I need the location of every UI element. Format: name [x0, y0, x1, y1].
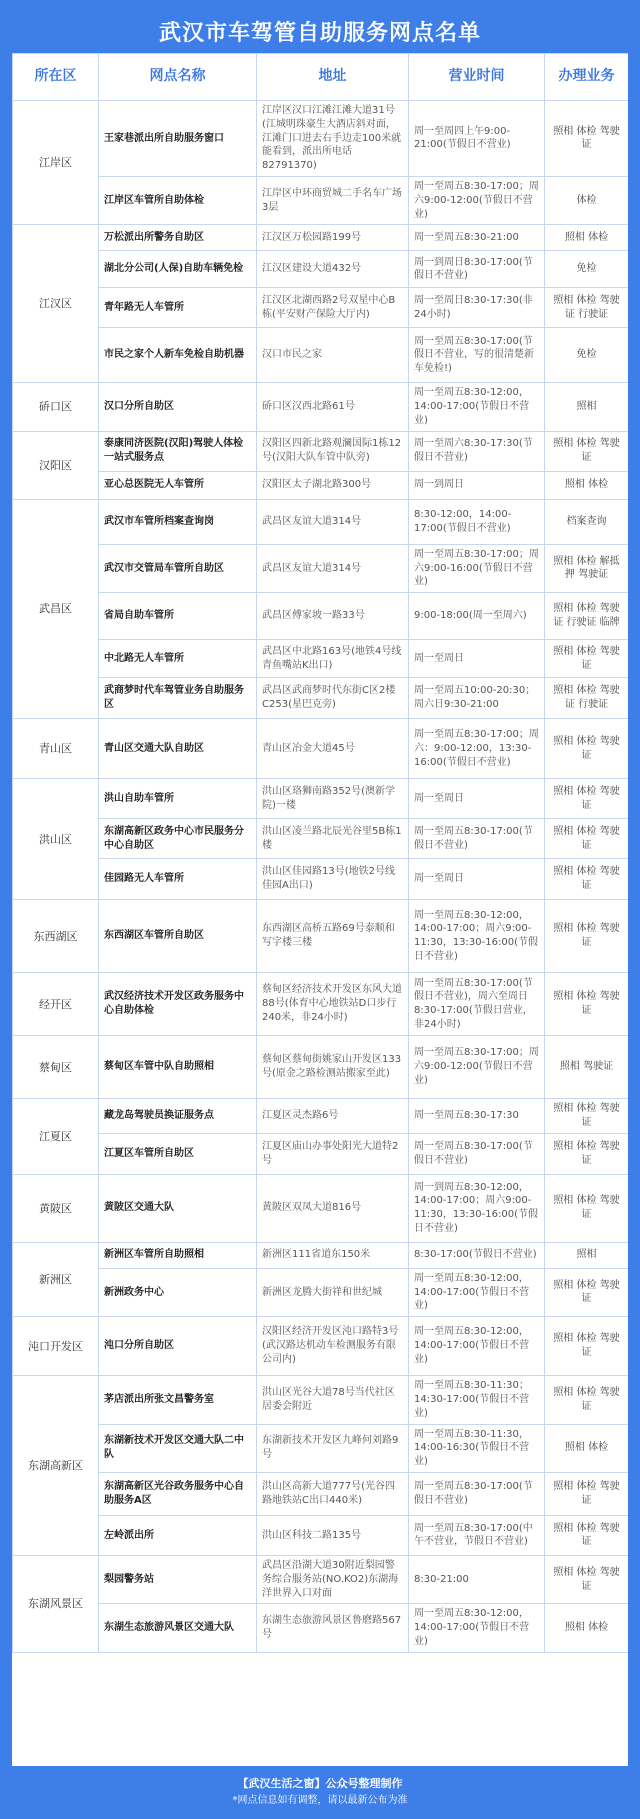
table-row — [13, 640, 629, 678]
hours-cell: 周一至周五8:30-17:00(节假日不营业) — [409, 1133, 545, 1174]
business-cell: 照相 体检 驾驶证 行驶证 临牌 — [545, 593, 629, 640]
table-row — [13, 1242, 629, 1268]
hours-cell: 周一到周日8:30-17:00(节假日不营业) — [409, 251, 545, 288]
point-name-cell: 东湖高新区光谷政务服务中心自助服务A区 — [99, 1472, 257, 1515]
address-cell: 硚口区汉西北路61号 — [257, 383, 409, 431]
business-cell: 档案查询 — [545, 499, 629, 544]
point-name-cell: 武汉市交管局车管所自助区 — [99, 544, 257, 592]
header-address: 地址 — [257, 54, 409, 101]
hours-cell: 周一至周五8:30-17:00(节假日不营业) — [409, 819, 545, 859]
table-row — [13, 678, 629, 719]
district-cell: 青山区 — [13, 719, 99, 779]
point-name-cell: 沌口分所自助区 — [99, 1317, 257, 1376]
point-name-cell: 万松派出所警务自助区 — [99, 225, 257, 251]
point-name-cell: 泰康同济医院(汉阳)驾驶人体检一站式服务点 — [99, 431, 257, 471]
hours-cell: 周一至周日 — [409, 779, 545, 819]
address-cell: 江岸区汉口江滩江滩大道31号(江城明珠豪生大酒店斜对面，江滩门口进去右手边走100米就能看到，派出所电话82791370) — [257, 101, 409, 177]
table-row — [13, 1099, 629, 1134]
business-cell: 照相 体检 驾驶证 — [545, 819, 629, 859]
hours-cell: 8:30-21:00 — [409, 1555, 545, 1603]
table-row — [13, 176, 629, 224]
point-name-cell: 武汉经济技术开发区政务服务中心自助体检 — [99, 973, 257, 1036]
business-cell: 照相 体检 — [545, 225, 629, 251]
hours-cell: 周一至周五8:30-17:30 — [409, 1099, 545, 1134]
point-name-cell: 亚心总医院无人车管所 — [99, 471, 257, 499]
business-cell: 照相 体检 驾驶证 — [545, 1174, 629, 1242]
address-cell: 蔡甸区经济技术开发区东风大道88号(体育中心地铁站D口步行240米，非24小时) — [257, 973, 409, 1036]
business-cell: 照相 体检 — [545, 471, 629, 499]
hours-cell: 周一至周五8:30-17:00；周六9:00-16:00(节假日不营业) — [409, 544, 545, 592]
hours-cell: 周一至周五8:30-21:00 — [409, 225, 545, 251]
business-cell: 照相 体检 驾驶证 — [545, 1472, 629, 1515]
table-row — [13, 1268, 629, 1316]
address-cell: 江夏区灵杰路6号 — [257, 1099, 409, 1134]
district-cell: 江汉区 — [13, 225, 99, 383]
point-name-cell: 王家巷派出所自助服务窗口 — [99, 101, 257, 177]
address-cell: 洪山区珞狮南路352号(澳新学院)一楼 — [257, 779, 409, 819]
point-name-cell: 新洲政务中心 — [99, 1268, 257, 1316]
point-name-cell: 东湖新技术开发区交通大队二中队 — [99, 1424, 257, 1472]
business-cell: 照相 体检 — [545, 1424, 629, 1472]
hours-cell: 周一至周五8:30-17:00(中午不营业，节假日不营业) — [409, 1515, 545, 1555]
business-cell: 照相 体检 驾驶证 — [545, 1133, 629, 1174]
hours-cell: 周一至周五10:00-20:30；周六日9:30-21:00 — [409, 678, 545, 719]
hours-cell: 周一至周五8:30-17:00；周六9:00-12:00(节假日不营业) — [409, 1036, 545, 1099]
point-name-cell: 青山区交通大队自助区 — [99, 719, 257, 779]
hours-cell: 周一至周五8:30-12:00，14:00-17:00(节假日不营业) — [409, 1604, 545, 1652]
address-cell: 洪山区光谷大道78号当代社区居委会附近 — [257, 1376, 409, 1424]
point-name-cell: 新洲区车管所自助照相 — [99, 1242, 257, 1268]
table-row — [13, 1133, 629, 1174]
table-row — [13, 1604, 629, 1652]
header-business: 办理业务 — [545, 54, 629, 101]
table-row — [13, 251, 629, 288]
address-cell: 洪山区佳园路13号(地铁2号线佳园A出口) — [257, 859, 409, 900]
point-name-cell: 江夏区车管所自助区 — [99, 1133, 257, 1174]
point-name-cell: 黄陂区交通大队 — [99, 1174, 257, 1242]
table-row — [13, 859, 629, 900]
point-name-cell: 中北路无人车管所 — [99, 640, 257, 678]
hours-cell: 周一至周五8:30-12:00，14:00-17:00(节假日不营业) — [409, 383, 545, 431]
address-cell: 武昌区友谊大道314号 — [257, 499, 409, 544]
point-name-cell: 左岭派出所 — [99, 1515, 257, 1555]
address-cell: 江汉区万松园路199号 — [257, 225, 409, 251]
district-cell: 经开区 — [13, 973, 99, 1036]
table-row — [13, 431, 629, 471]
address-cell: 武昌区沿湖大道30附近梨园警务综合服务站(NO.KO2)东湖海洋世界入口对面 — [257, 1555, 409, 1603]
table-row — [13, 593, 629, 640]
point-name-cell: 湖北分公司(人保)自助车辆免检 — [99, 251, 257, 288]
hours-cell: 周一至周日 — [409, 640, 545, 678]
district-cell: 新洲区 — [13, 1242, 99, 1316]
business-cell: 免检 — [545, 328, 629, 383]
point-name-cell: 江岸区车管所自助体检 — [99, 176, 257, 224]
point-name-cell: 梨园警务站 — [99, 1555, 257, 1603]
hours-cell: 周一至周五8:30-17:00(节假日不营业，写的很清楚新车免检!) — [409, 328, 545, 383]
district-cell: 汉阳区 — [13, 431, 99, 499]
hours-cell: 9:00-18:00(周一至周六) — [409, 593, 545, 640]
header-district: 所在区 — [13, 54, 99, 101]
address-cell: 汉阳区经济开发区沌口路特3号(武汉路达机动车检测服务有限公司内) — [257, 1317, 409, 1376]
table-row — [13, 1036, 629, 1099]
business-cell: 照相 体检 驾驶证 — [545, 1555, 629, 1603]
point-name-cell: 省局自助车管所 — [99, 593, 257, 640]
business-cell: 照相 体检 驾驶证 — [545, 1515, 629, 1555]
business-cell: 照相 体检 驾驶证 — [545, 859, 629, 900]
table-row — [13, 288, 629, 328]
table-row — [13, 1317, 629, 1376]
business-cell: 照相 — [545, 383, 629, 431]
table-row — [13, 499, 629, 544]
footer — [0, 1766, 640, 1819]
address-cell: 洪山区高新大道777号(光谷四路地铁站C出口440米) — [257, 1472, 409, 1515]
table-row — [13, 544, 629, 592]
address-cell: 汉阳区四新北路观澜国际1栋12号(汉阳大队车管中队旁) — [257, 431, 409, 471]
hours-cell: 周一至周五8:30-12:00，14:00-17:00(节假日不营业) — [409, 1317, 545, 1376]
table-row — [13, 328, 629, 383]
hours-cell: 周一至周日 — [409, 859, 545, 900]
point-name-cell: 藏龙岛驾驶员换证服务点 — [99, 1099, 257, 1134]
business-cell: 照相 体检 驾驶证 — [545, 431, 629, 471]
hours-cell: 周一至周五8:30-17:00(节假日不营业) — [409, 1472, 545, 1515]
hours-cell: 周一到周日 — [409, 471, 545, 499]
business-cell: 照相 体检 — [545, 1604, 629, 1652]
business-cell: 照相 体检 驾驶证 — [545, 900, 629, 973]
business-cell: 体检 — [545, 176, 629, 224]
address-cell: 东西湖区高桥五路69号泰顺和写字楼三楼 — [257, 900, 409, 973]
header-name: 网点名称 — [99, 54, 257, 101]
address-cell: 东湖新技术开发区九峰何刘路9号 — [257, 1424, 409, 1472]
table-row — [13, 1174, 629, 1242]
address-cell: 新洲区111省道东150米 — [257, 1242, 409, 1268]
business-cell: 照相 体检 驾驶证 — [545, 973, 629, 1036]
business-cell: 照相 体检 驾驶证 行驶证 — [545, 678, 629, 719]
business-cell: 照相 体检 驾驶证 — [545, 1099, 629, 1134]
table-row — [13, 1424, 629, 1472]
point-name-cell: 洪山自助车管所 — [99, 779, 257, 819]
business-cell: 照相 体检 驾驶证 — [545, 779, 629, 819]
point-name-cell: 佳园路无人车管所 — [99, 859, 257, 900]
hours-cell: 周一至周五8:30-12:00，14:00-17:00(节假日不营业) — [409, 1268, 545, 1316]
table-row — [13, 819, 629, 859]
business-cell: 照相 — [545, 1242, 629, 1268]
table-row — [13, 225, 629, 251]
table-row — [13, 973, 629, 1036]
point-name-cell: 青年路无人车管所 — [99, 288, 257, 328]
point-name-cell: 东西湖区车管所自助区 — [99, 900, 257, 973]
business-cell: 免检 — [545, 251, 629, 288]
district-cell: 洪山区 — [13, 779, 99, 900]
point-name-cell: 蔡甸区车管中队自助照相 — [99, 1036, 257, 1099]
address-cell: 洪山区科技二路135号 — [257, 1515, 409, 1555]
point-name-cell: 武汉市车管所档案查询岗 — [99, 499, 257, 544]
hours-cell: 周一至周五8:30-17:00；周六：9:00-12:00，13:30-16:00(节假日不营业) — [409, 719, 545, 779]
table-row — [13, 1472, 629, 1515]
district-cell: 武昌区 — [13, 499, 99, 718]
point-name-cell: 茅店派出所张文昌警务室 — [99, 1376, 257, 1424]
table-row — [13, 719, 629, 779]
address-cell: 江夏区庙山办事处阳光大道特2号 — [257, 1133, 409, 1174]
business-cell: 照相 体检 驾驶证 行驶证 — [545, 288, 629, 328]
table-row — [13, 471, 629, 499]
footer-notice: *网点信息如有调整，请以最新公布为准 — [232, 1794, 408, 1806]
district-cell: 黄陂区 — [13, 1174, 99, 1242]
table-row — [13, 101, 629, 177]
hours-cell: 周一至周五8:30-17:00；周六9:00-12:00(节假日不营业) — [409, 176, 545, 224]
district-cell: 硚口区 — [13, 383, 99, 431]
table-row — [13, 1376, 629, 1424]
point-name-cell: 东湖高新区政务中心市民服务分中心自助区 — [99, 819, 257, 859]
business-cell: 照相 体检 驾驶证 — [545, 719, 629, 779]
business-cell: 照相 体检 驾驶证 — [545, 1376, 629, 1424]
hours-cell: 周一至周五8:30-11:30，14:00-16:30(节假日不营业) — [409, 1424, 545, 1472]
business-cell: 照相 体检 解抵押 驾驶证 — [545, 544, 629, 592]
table-row — [13, 779, 629, 819]
table-row — [13, 383, 629, 431]
address-cell: 汉口市民之家 — [257, 328, 409, 383]
address-cell: 黄陂区双凤大道816号 — [257, 1174, 409, 1242]
address-cell: 洪山区凌兰路北辰光谷里5B栋1楼 — [257, 819, 409, 859]
service-points-table — [12, 53, 628, 1653]
hours-cell: 周一至周五8:30-17:00(节假日不营业)，周六至周日8:30-17:00(节假日营业，非24小时) — [409, 973, 545, 1036]
table-row — [13, 900, 629, 973]
address-cell: 武昌区友谊大道314号 — [257, 544, 409, 592]
hours-cell: 8:30-12:00，14:00-17:00(节假日不营业) — [409, 499, 545, 544]
table-row — [13, 1555, 629, 1603]
address-cell: 江汉区北湖西路2号双星中心B栋(平安财产保险大厅内) — [257, 288, 409, 328]
district-cell: 蔡甸区 — [13, 1036, 99, 1099]
address-cell: 江汉区建设大道432号 — [257, 251, 409, 288]
point-name-cell: 东湖生态旅游风景区交通大队 — [99, 1604, 257, 1652]
business-cell: 照相 体检 驾驶证 — [545, 1317, 629, 1376]
table-container — [12, 53, 628, 1766]
business-cell: 照相 体检 驾驶证 — [545, 1268, 629, 1316]
hours-cell: 周一至周五8:30-12:00，14:00-17:00；周六9:00-11:30，13:30-16:00(节假日不营业) — [409, 900, 545, 973]
hours-cell: 周一到周五8:30-12:00，14:00-17:00；周六9:00-11:30，13:30-16:00(节假日不营业) — [409, 1174, 545, 1242]
header-hours: 营业时间 — [409, 54, 545, 101]
hours-cell: 周一至周六8:30-17:30(节假日不营业) — [409, 431, 545, 471]
address-cell: 武昌区傅家坡一路33号 — [257, 593, 409, 640]
address-cell: 武昌区中北路163号(地铁4号线青鱼嘴站K出口) — [257, 640, 409, 678]
page-title: 武汉市车驾管自助服务网点名单 — [158, 21, 481, 46]
hours-cell: 周一至周日8:30-17:30(非24小时) — [409, 288, 545, 328]
address-cell: 蔡甸区蔡甸街姚家山开发区133号(原金之路检测站搬家至此) — [257, 1036, 409, 1099]
table-row — [13, 1515, 629, 1555]
business-cell: 照相 驾驶证 — [545, 1036, 629, 1099]
hours-cell: 周一至周五8:30-11:30；14:30-17:00(节假日不营业) — [409, 1376, 545, 1424]
table-header-row — [13, 54, 629, 101]
business-cell: 照相 体检 驾驶证 — [545, 101, 629, 177]
address-cell: 武昌区武商梦时代东街C区2楼C253(星巴克旁) — [257, 678, 409, 719]
address-cell: 新洲区龙腾大街祥和世纪城 — [257, 1268, 409, 1316]
hours-cell: 8:30-17:00(节假日不营业) — [409, 1242, 545, 1268]
district-cell: 江夏区 — [13, 1099, 99, 1175]
point-name-cell: 武商梦时代车驾管业务自助服务区 — [99, 678, 257, 719]
district-cell: 东湖风景区 — [13, 1555, 99, 1652]
point-name-cell: 市民之家个人新车免检自助机器 — [99, 328, 257, 383]
district-cell: 东西湖区 — [13, 900, 99, 973]
hours-cell: 周一至周四上午9:00-21:00(节假日不营业) — [409, 101, 545, 177]
address-cell: 汉阳区太子湖北路300号 — [257, 471, 409, 499]
district-cell: 沌口开发区 — [13, 1317, 99, 1376]
district-cell: 东湖高新区 — [13, 1376, 99, 1556]
footer-credit: 【武汉生活之窗】公众号整理制作 — [237, 1777, 403, 1790]
address-cell: 青山区冶金大道45号 — [257, 719, 409, 779]
business-cell: 照相 体检 驾驶证 — [545, 640, 629, 678]
table-body — [13, 101, 629, 1653]
address-cell: 东湖生态旅游风景区鲁磨路567号 — [257, 1604, 409, 1652]
district-cell: 江岸区 — [13, 101, 99, 225]
address-cell: 江岸区中环商贸城二手名车广场3层 — [257, 176, 409, 224]
point-name-cell: 汉口分所自助区 — [99, 383, 257, 431]
